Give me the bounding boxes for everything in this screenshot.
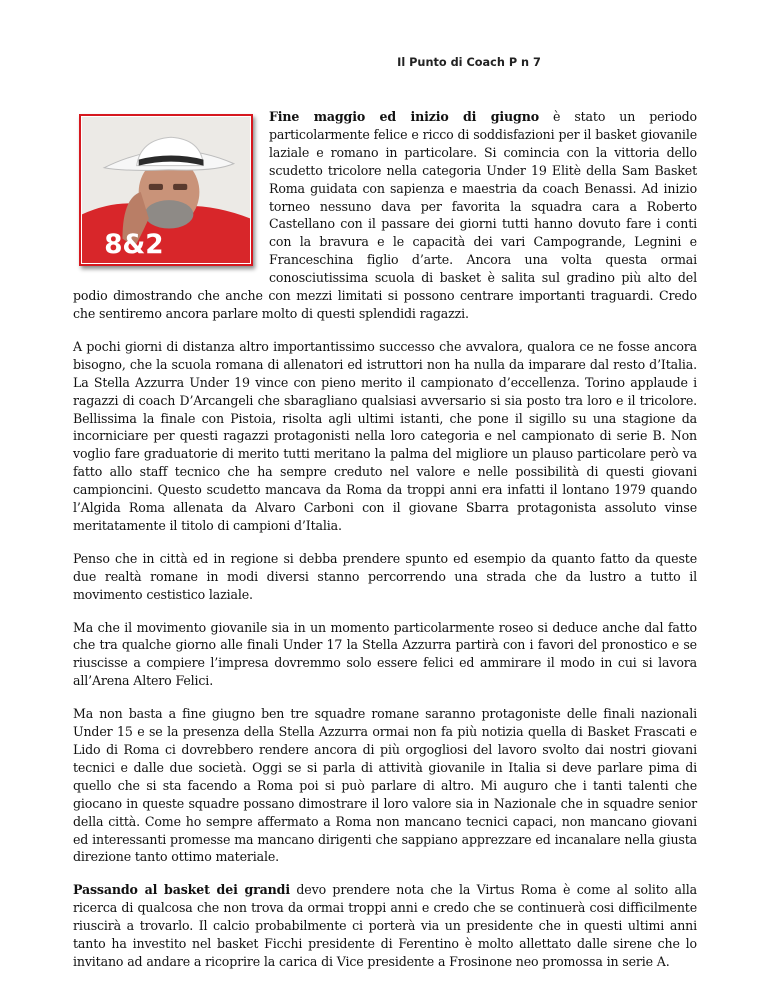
paragraph-2: A pochi giorni di distanza altro importantissimo successo che avvalora, qualora ce ne fosse ancora bisogno, che la scuola romana di allenatori ed istruttori non ha nulla da imparare dal resto d’Italia. La Stella Azzurra Under 19 vince con pieno merito il campionato d’eccellenza. Torino applaude i ragazzi di coach D’Arcangeli che sbaragliano qualsiasi avversario si sia posto tra loro e il tricolore. Bellissima la finale con Pistoia, risolta agli ultimi istanti, che pone il sigillo su una stagione da incorniciare per questi ragazzi protagonisti nella loro categoria e nel campionato di serie B. Non voglio fare graduatorie di merito tutti meritano la palma del migliore un plauso particolare però va fatto allo staff tecnico che ha sempre creduto nel valore e nelle possibilità di questi giovani campioncini. Questo scudetto mancava da Roma da troppi anni era infatti il lontano 1979 quando l’Algida Roma allenata da Alvaro Carboni con il giovane Sbarra protagonista assoluto vinse meritatamente il titolo di campioni d’Italia. — [73, 338, 697, 533]
paragraph-3: Penso che in città ed in regione si debba prendere spunto ed esempio da quanto fatto da queste due realtà romane in modi diversi stanno percorrendo una strada che da lustro a tutto il movimento cestistico laziale. — [73, 550, 697, 602]
paragraph-6-lead: Passando al basket dei grandi — [73, 882, 290, 898]
paragraph-1-lead: Fine maggio ed inizio di giugno — [269, 109, 539, 124]
article-body — [73, 108, 697, 986]
paragraph-6 — [73, 881, 697, 971]
page-header: Il Punto di Coach P n 7 — [397, 56, 541, 69]
paragraph-6-text: devo prendere nota che la Virtus Roma è come al solito alla ricerca di qualcosa che non trova da ormai troppi anni e credo che se continuerà cosi difficilmente riuscirà a trovarlo. Il calcio probabilmente ci porterà via un presidente che in questi ultimi anni tanto ha investito nel basket Ficchi presidente di Ferentino è molto allettato dalle sirene che lo invitano ad andare a ricoprire la carica di Vice presidente a Frosinone neo promossa in serie A. — [73, 882, 697, 969]
paragraph-1-text: è stato un periodo particolarmente felice e ricco di soddisfazioni per il basket giovanile laziale e romano in particolare. Si comincia con la vittoria dello scudetto tricolore nella categoria Under 19 Elitè della Sam Basket Roma guidata con sapienza e maestria da coach Benassi. Ad inizio torneo nessuno dava per favorita la squadra cara a Roberto Castellano con il passare dei giorni tutti hanno dovuto fare i conti con la bravura e le capacità dei vari Campogrande, Legnini e Franceschina figlio d’arte. Ancora una volta questa ormai conosciutissima scuola di basket è salita sul gradino più alto del podio dimostrando che anche con mezzi limitati si possono centrare importanti traguardi. Credo che sentiremo ancora parlare molto di questi splendidi ragazzi. — [73, 109, 697, 321]
coach-photo — [79, 114, 253, 266]
paragraph-4: Ma che il movimento giovanile sia in un momento particolarmente roseo si deduce anche dal fatto che tra qualche giorno alle finali Under 17 la Stella Azzurra partirà con i favori del pronostico e se riuscisse a compiere l’impresa dovremmo solo essere felici ed ammirare il modo in cui si lavora all’Arena Altero Felici. — [73, 619, 697, 689]
paragraph-5: Ma non basta a fine giugno ben tre squadre romane saranno protagoniste delle finali nazionali Under 15 e se la presenza della Stella Azzurra ormai non fa più notizia quella di Basket Frascati e Lido di Roma ci dovrebbero rendere ancora di più orgogliosi del lavoro svolto dai nostri giovani tecnici e dalle due società. Oggi se si parla di attività giovanile in Italia si deve parlare pima di quello che si sta facendo a Roma poi si può parlare di altro. Mi auguro che i tanti talenti che giocano in queste squadre possano dimostrare il loro valore sia in Nazionale che in squadre senior della città. Come ho sempre affermato a Roma non mancano tecnici capaci, non mancano giovani ed interessanti promesse ma mancano dirigenti che sappiano apprezzare ed incanalare nella giusta direzione tanto ottimo materiale. — [73, 706, 697, 865]
coach-portrait-image — [82, 117, 250, 263]
shirt-number: 8&2 — [104, 229, 164, 260]
